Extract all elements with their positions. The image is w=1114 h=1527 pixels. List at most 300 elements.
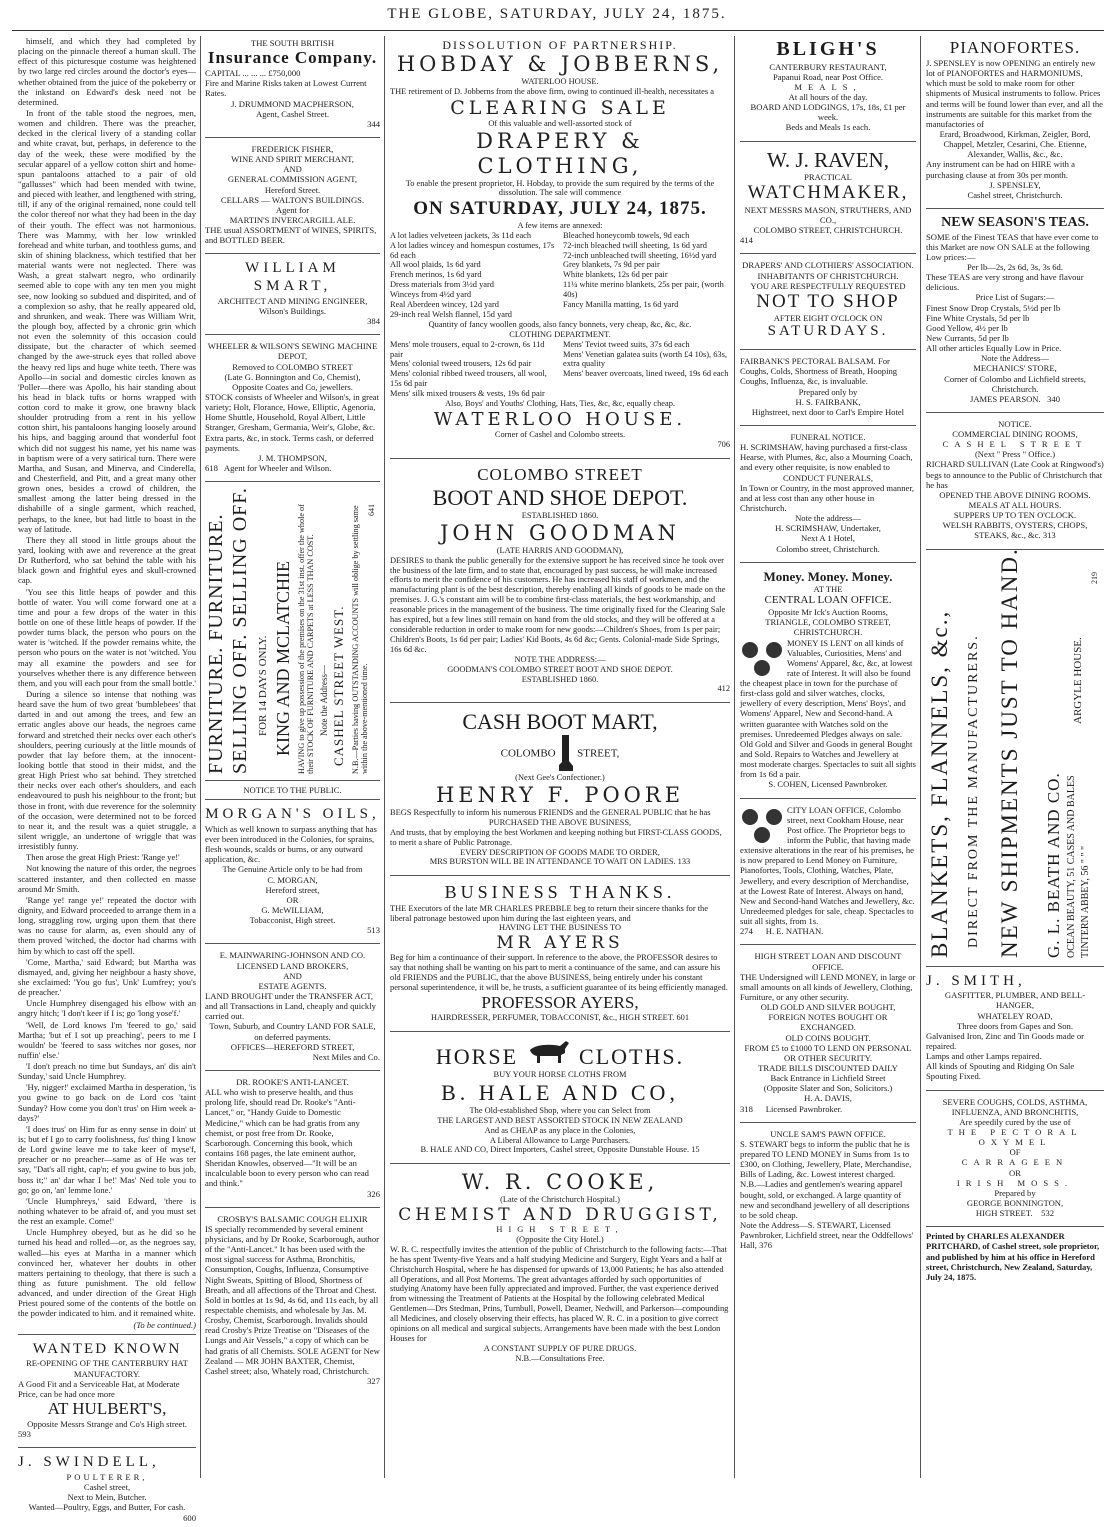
ad-line: J. DRUMMOND MACPHERSON, <box>231 98 354 109</box>
ad-line: Prepared by <box>994 1187 1036 1198</box>
ad-body: In Town or Country, in the most approved manner, and at less cost than any other house in Christchurch. <box>740 482 915 513</box>
story-paragraph: There they all stood in little groups about the yard, looking with awe and reverence at the great Dr Rutherford, who sat behind the table with his black gown and frightful eyes and skull-crowned cap. <box>18 534 196 586</box>
ad-number: 532 <box>1041 1208 1055 1219</box>
ad-swindell <box>18 1452 196 1526</box>
ad-line: Cashel street, <box>83 1482 131 1493</box>
item-list <box>563 340 730 399</box>
story-paragraph: Uncle Humphrey disengaged his elbow with an angry hitch; 'I don't keer if I is; go 'long yose'f.' <box>18 998 196 1019</box>
ad-line: HIGH STREET. <box>975 1208 1033 1219</box>
ad-line: Next A 1 Hotel, <box>801 533 855 544</box>
item-line: Mens' Venetian galatea suits (worth £4 10s), 63s, extra quality <box>563 349 727 369</box>
ad-body: SOME of the Finest TEAS that have ever come to this Market are now ON SALE at the following Low prices:— <box>926 231 1099 262</box>
ad-drapers <box>740 258 916 345</box>
ad-line: FOREIGN NOTES BOUGHT OR EXCHANGED. <box>768 1012 888 1033</box>
column-rule <box>200 36 201 1478</box>
ad-title: CASH BOOT MART, <box>462 709 658 735</box>
ad-line: WHEELER & WILSON'S SEWING MACHINE DEPOT, <box>207 341 378 362</box>
ad-number: 513 <box>367 925 380 936</box>
item-line: Dress materials from 3½d yard <box>390 280 494 290</box>
ad-title: WATERLOO HOUSE. <box>433 409 687 431</box>
ad-name: UNCLE SAM'S PAWN OFFICE. <box>770 1128 886 1139</box>
ad-central-loan <box>740 567 916 794</box>
ad-insurance <box>205 36 380 133</box>
item-line: Winceys from 4½d yard <box>390 290 472 300</box>
ad-line: EVERY DESCRIPTION OF GOODS MADE TO ORDER, <box>460 847 660 857</box>
ad-king-mclatchie <box>205 486 380 776</box>
ad-line: SUPPERS UP TO TEN O'CLOCK. <box>953 510 1077 521</box>
ad-rotated-line: FOR 14 DAYS ONLY. <box>257 635 269 737</box>
ad-rooke <box>205 1075 380 1203</box>
ad-line: (Opposite Slater and Son, Solicitors.) <box>763 1083 893 1094</box>
ad-line: CONDUCT FUNERALS, <box>782 472 874 483</box>
ad-body: Beg for him a continuance of their support. In reference to the above, the PROFESSOR desires to say that nothing shall be wanting on his part to merit a continuance of the same, and can assure his old FRIENDS and the PUBLIC, that the above BUSINESS, being entirely under his constant personal superintendence, it will be, he trusts, a sufficient guarantee of its being efficiently managed. <box>390 953 728 993</box>
ad-title: CENTRAL LOAN OFFICE. <box>764 594 892 607</box>
ad-line: Price List of Sugars:— <box>975 292 1055 303</box>
ad-number: 15 <box>691 1145 700 1155</box>
ad-crosby <box>205 1212 380 1390</box>
ad-line: THE PECTORAL OXYMEL <box>947 1126 1083 1148</box>
ad-line: At all hours of the day. <box>788 92 868 103</box>
item-list <box>390 340 557 399</box>
story-paragraph: 'You see this little heaps of powder and this bottle of water. You will come forward one at a time and pour a few drops of the water in this bottle on one of these little heaps of powder. If the powder turns black, the person who pours on the water is 'witched. If the powder remains white, the person who pours on the water is not 'witched. You may all examine the powders and see for yourselves whether there is any difference between them, and you will each pour from the small bottle.' <box>18 586 196 688</box>
ad-line: OPENED THE ABOVE DINING ROOMS. <box>939 489 1091 500</box>
item-line: 29-inch real Welsh flannel, 15d yard <box>390 309 512 319</box>
ad-line: H. SCRIMSHAW, Undertaker, <box>775 523 881 534</box>
ad-hale <box>390 1036 730 1159</box>
ad-line: SEVERE COUGHS, COLDS, ASTHMA, INFLUENZA, AND BRONCHITIS, <box>942 1096 1088 1117</box>
ad-number: 274 <box>740 926 753 937</box>
ad-line: Hereford street, <box>265 884 320 895</box>
story-paragraph: Then arose the great High Priest: 'Range ye!' <box>26 852 180 863</box>
ad-name: FUNERAL NOTICE. <box>790 431 866 442</box>
ad-line: CARRAGEEN <box>961 1157 1069 1168</box>
ad-line: A few items are annexed: <box>517 220 603 230</box>
ad-line: E. MAINWARING-JOHNSON AND CO. <box>219 950 366 961</box>
ad-fisher <box>205 142 380 249</box>
ad-body: BEGS Respectfully to inform his numerous FRIENDS and the GENERAL PUBLIC that he has <box>390 807 711 817</box>
ad-line: Corner of Colombo and Lichfield streets, Christchurch. <box>944 373 1086 394</box>
item-line: Mens' colonial ribbed tweed trousers, all wool, 15s 6d pair <box>390 369 547 389</box>
ad-line: Agent for <box>275 204 310 215</box>
ad-line: Agent for Wheeler and Wilson. <box>223 462 332 473</box>
ad-name: CROSBY'S BALSAMIC COUGH ELIXIR <box>217 1213 368 1224</box>
ad-line: LICENSED LAND BROKERS, <box>236 960 349 971</box>
horse-icon <box>526 1038 572 1064</box>
ad-smart <box>205 258 380 330</box>
ad-body: Any instrument can be had on HIRE with a purchasing clause at from 30s per month. <box>926 159 1075 180</box>
ad-smith <box>926 971 1104 1086</box>
ad-line: Note the address— <box>795 513 861 524</box>
ad-number: 414 <box>740 235 753 246</box>
ad-line: (Next " Press " Office.) <box>974 449 1056 460</box>
ad-teas <box>926 213 1104 408</box>
ad-hulbert <box>18 1339 196 1444</box>
ad-line: THE LARGEST AND BEST ASSORTED STOCK IN NEW ZEALAND <box>437 1115 683 1125</box>
story-paragraph: 'Well, de Lord knows I'm 'feered to go,' said Martha; 'but ef I sot up preaching', peers to me I wouldn' be 'feered to sass witches nor goses, nor nuffin' else.' <box>18 1019 196 1060</box>
ad-line: COLOMBO STREET <box>477 465 643 485</box>
sugar-price-line: Fine White Crystals, 5d per lb <box>926 312 1030 323</box>
ad-line: H. A. DAVIS, <box>804 1093 852 1104</box>
ad-name: MR AYERS <box>496 933 624 954</box>
item-line: 72-inch unbleached twill sheeting, 16½d yard <box>563 250 717 260</box>
ad-name: Insurance Company. <box>207 48 378 68</box>
ad-line: Are speedily cured by the use of <box>959 1116 1071 1127</box>
to-be-continued: (To be continued.) <box>133 1319 196 1330</box>
ad-line: THE SOUTH BRITISH <box>250 38 335 48</box>
ad-number: 340 <box>1047 393 1061 404</box>
item-list <box>563 231 730 320</box>
ad-line: Prepared only by <box>798 386 858 397</box>
ad-line: G. McWILLIAM, <box>261 905 324 916</box>
ad-line: MEALS AT ALL HOURS. <box>968 500 1062 511</box>
ad-rotated-body: HAVING to give up possession of the premises on the 31st inst. offer the whole of their STOCK OF FURNITURE AND CARPETS at LESS THAN COST. <box>297 504 316 775</box>
ad-line: INHABITANTS OF CHRISTCHURCH. <box>757 270 899 281</box>
column-rule <box>734 36 735 1478</box>
item-line: A lot ladies velveteen jackets, 3s 11d each <box>390 230 532 240</box>
story-paragraph: Uncle Humphrey obeyed, but as he did so he turned his head and rolled—or, as the negroes say, walled—his eyes at Martha in a manner which convinced her, whatever her doubts in other matters pertaining to theology, that there is such a thing as future punishment. The old fellow advanced, and under direction of the Great High Priest poured some of the contents of the bottle on the powder indicated to him. and it remained white. <box>18 1227 196 1319</box>
sugar-price-list <box>926 303 1104 354</box>
ad-line: Quantity of fancy woollen goods, also fancy bonnets, very cheap, &c, &c, &c. <box>428 319 692 329</box>
ad-rotated-title: KING AND MCLATCHIE <box>273 561 293 757</box>
ad-line: GENERAL COMMISSION AGENT, <box>227 174 358 185</box>
ad-line: (Late of the Christchurch Hospital.) <box>500 1195 620 1205</box>
ad-number: 313 <box>1042 530 1056 541</box>
ad-body: STOCK consists of Wheeler and Wilson's, in great variety; Holt, Florance, Howe, Elliptic, Agenoria, Home Shuttle, Household, Royal Albert, Little Stranger, Gresham, Germania, Weir's, Globe, &c. Extra parts, &c, in stock. Terms cash, or deferred payments. <box>205 391 380 453</box>
ad-line: COMMERCIAL DINING ROOMS, <box>952 429 1078 440</box>
ad-line: NEXT MESSRS MASON, STRUTHERS, AND CO., <box>744 204 912 226</box>
story-paragraph: 'Range ye! range ye!' repeated the doctor with dignity, and Edward proceeded to arrange them in a long, straggling row, urging upon them that there was no cause for alarm, as, even should any of them proved 'witched, the doctor had charms with him by which to cast off the spell. <box>18 894 196 956</box>
ad-mainwaring <box>205 948 380 1066</box>
column-ads-5 <box>926 36 1104 1482</box>
ad-line: TRADE BILLS DISCOUNTED DAILY <box>758 1062 898 1073</box>
ad-line: ARCHITECT AND MINING ENGINEER, <box>217 295 368 306</box>
column-ads-3 <box>390 36 730 1482</box>
ad-line: BOARD AND LODGINGS, 17s, 18s, £1 per week. <box>750 102 906 123</box>
item-line: Mens' Teviot tweed suits, 37s 6d each <box>563 339 690 349</box>
story-text <box>18 36 196 1319</box>
ad-line: Papanui Road, near Post Office. <box>772 71 884 82</box>
masthead: THE GLOBE, SATURDAY, JULY 24, 1875. <box>387 6 727 22</box>
ad-name: WILLIAM SMART, <box>245 260 340 295</box>
item-line: Grey blankets, 7s 9d per pair <box>563 260 660 270</box>
ad-cash-boot-mart <box>390 707 730 871</box>
ad-number: 133 <box>677 857 691 867</box>
ad-number: 601 <box>676 1013 690 1023</box>
ad-line: HAIRDRESSER, PERFUMER, TOBACCONIST, &c., HIGH STREET. <box>430 1013 675 1023</box>
ad-number: 600 <box>183 1512 196 1523</box>
ad-rotated-title: BLANKETS, FLANNELS, &c., <box>927 609 952 958</box>
sugar-price-line: Good Yellow, 4½ per lb <box>926 322 1008 333</box>
ad-line: Cashel street, Christchurch. <box>967 189 1063 200</box>
ad-title: BUSINESS THANKS. <box>444 882 676 903</box>
ad-title: CLEARING SALE <box>450 96 670 119</box>
ad-rotated-body: N.B.—Parties having OUTSTANDING ACCOUNTS will oblige by settling same within the above-mentioned time. <box>351 505 370 775</box>
ad-line: CAPITAL ... ... ... £750,000 <box>205 68 301 79</box>
ad-line: J. M. THOMPSON, <box>258 452 327 463</box>
item-line: Mens' beaver overcoats, lined tweed, 19s 6d each <box>563 369 729 379</box>
ad-line: Tobacconist, High street. <box>249 915 336 926</box>
item-line: Real Aberdeen wincey, 12d yard <box>390 300 499 310</box>
ad-body: FAIRBANK'S PECTORAL BALSAM. For Coughs, Colds, Shortness of Breath, Hooping Coughs, Influenza, &c, is invaluable. <box>740 356 898 387</box>
ad-line: Hereford Street. <box>264 184 321 195</box>
ad-line: PURCHASED THE ABOVE BUSINESS, <box>488 817 632 827</box>
ad-rotated-title: SELLING OFF. SELLING OFF. <box>229 487 251 775</box>
ad-line: (Opposite the City Hotel.) <box>516 1234 604 1244</box>
ad-line: OR <box>286 894 299 905</box>
sugar-price-line: New Currants, 5d per lb <box>926 332 1009 343</box>
ad-title: BOOT AND SHOE DEPOT. <box>432 485 688 511</box>
ad-line: Beds and Meals 1s each. <box>785 122 871 133</box>
story-paragraph: 'I does trus' on Him fur as enny sense in doin' ut is; but ef I go to carry foolishness, fus' thing I know de Lord gwine leave me to take keer of myse'f, preacher or no preacher—same as of He was ter say, "Dat's all right, cap'n; ef you gwine to bus job, boss it;" an' dar whar I be!' Mas' Ned tole you to go; go on, 'an' lemme lone.' <box>18 1123 196 1195</box>
ad-line: COLOMBO STREET, CHRISTCHURCH. <box>753 225 903 236</box>
column-ads-4 <box>740 36 916 1482</box>
ad-body: These TEAS are very strong and have flavour delicious. <box>926 272 1084 293</box>
ad-line: Erard, Broadwood, Kirkman, Zeigler, Bord, Chappel, Metzler, Cesarini, Che. Etienne, Alexander, Wallis, &c., &c. <box>939 129 1091 160</box>
story-paragraph: Not knowing the nature of this order, the negroes scattered instanter, and then collected en masse around Mr Smith. <box>18 863 196 894</box>
ad-body: H. SCRIMSHAW, having purchased a first-class Hearse, with Plumes, &c, also a Mourning Coach, and every other requisite, is now enabled to <box>740 442 913 473</box>
ad-body: THE Undersigned will LEND MONEY, in large or small amounts on all kinds of Jewellery, Clothing, Furniture, or any other security. <box>740 971 916 1002</box>
ad-line: Next to Mein, Butcher. <box>67 1492 147 1503</box>
ad-body: THE retirement of D. Jobberns from the above firm, owing to continued ill-health, necessitates a <box>390 86 714 96</box>
ad-body: W. R. C. respectfully invites the attention of the public of Christchurch to the following facts:—That he has spent Twenty-five Years and a half studying Medicine and Surgery, Eight Years and a half at Christchurch Hospital, where he has dispensed for upwards of 13,000 Patients; he has also attended all Operations, and all Post Mortems. The great advantages afforded by such opportunities of studying Anatomy have been fully appreciated and improved. Further, the vast experience derived from witnessing the Treatment of Patients at the Hospital by the following celebrated Medical Gentlemen—Drs Stedman, Prins, Turnbull, Powell, Deamer, Nedwill, and Parkerson—compounding all Medicines, and closely observing their effects, has placed W. R. C. in a position to give correct opinions on all medical and surgical subjects. Arrangements have been made with the best London Houses for <box>390 1244 729 1343</box>
ad-body: LAND BROUGHT under the TRANSFER ACT, and all Transactions in Land, cheaply and quickly carried out. <box>205 991 376 1022</box>
item-line: French merinos, 1s 6d yard <box>390 270 482 280</box>
ad-line: (LATE HARRIS AND GOODMAN), <box>496 545 624 555</box>
item-line: All wool plaids, 1s 6d yard <box>390 260 481 270</box>
ad-line: Of this valuable and well-assorted stock of <box>488 119 632 129</box>
ad-line: CASHEL STREET <box>942 439 1088 450</box>
ad-line: MEALS, <box>794 81 862 92</box>
ad-line: GOODMAN'S COLOMBO STREET BOOT AND SHOE DEPOT. <box>447 664 673 674</box>
ad-name: HOBDAY & JOBBERNS, <box>396 52 724 77</box>
ad-number: 344 <box>367 118 380 129</box>
ad-name: NEW SEASON'S TEAS. <box>941 215 1089 231</box>
ad-name: DR. ROOKE'S ANTI-LANCET. <box>236 1076 349 1087</box>
story-paragraph: 'Come, Martha,' said Edward; but Martha was dismayed, and, giving her neighbour a hasty shove, she exclaimed: 'You go fus', Unk' Lumfrey; you's de preacher.' <box>18 956 196 998</box>
ad-line: COLOMBO <box>500 747 556 760</box>
ad-rotated-line: Note the Address— <box>319 665 329 737</box>
ad-name: W. J. RAVEN, <box>767 147 889 172</box>
ad-number: 412 <box>717 684 730 694</box>
ad-line: YOU ARE RESPECTFULLY REQUESTED <box>750 280 906 291</box>
ad-body: Which as well known to surpass anything that has ever been introduced in the Colonies, for sprains, flesh wounds, scalds or burns, or any outward application, &c. <box>205 823 377 865</box>
ad-line: OFFICES—HEREFORD STREET, <box>230 1041 355 1052</box>
ad-line: PRACTICAL <box>804 172 852 183</box>
ad-body: All kinds of Spouting and Ridging On Sale Spouting Fixed. <box>926 1061 1075 1082</box>
ad-name: HENRY F. POORE <box>435 783 685 808</box>
ad-body: Galvanised Iron, Zinc and Tin Goods made or repaired. <box>926 1030 1085 1051</box>
ad-number: 327 <box>367 1375 380 1386</box>
ad-line: DISSOLUTION OF PARTNERSHIP. <box>442 38 678 52</box>
ad-business-thanks <box>390 880 730 1027</box>
ad-line: The Genuine Article only to be had from <box>222 864 363 875</box>
ad-raven <box>740 146 916 250</box>
ad-line: IRISH MOSS. <box>956 1177 1074 1188</box>
sugar-price-line: Finest Snow Drop Crystals, 5½d per lb <box>926 302 1061 313</box>
ad-number: 641 <box>367 504 376 517</box>
ad-title: HORSE <box>435 1043 519 1069</box>
ad-beath <box>926 546 1104 962</box>
ad-line: MECHANICS' STORE, <box>973 363 1057 374</box>
ad-rotated-title: DIRECT FROM THE MANUFACTURERS. <box>966 634 981 948</box>
ad-title: ON SATURDAY, JULY 24, 1875. <box>413 198 707 220</box>
sugar-price-line: All other articles Equally Low in Price. <box>926 343 1062 354</box>
ad-body: THE Executors of the late MR CHARLES PREBBLE beg to return their sincere thanks for the liberal patronage bestowed upon him during the last eighteen years, and <box>390 903 708 923</box>
ad-line: Per lb—2s, 2s 6d, 3s, 3s 6d. <box>967 261 1063 272</box>
ad-number: 384 <box>367 316 380 327</box>
ad-line: AND <box>283 164 302 175</box>
masthead-rule <box>12 30 1104 31</box>
ad-body: N.B.—Ladies and gentlemen's wearing apparel bought, sold, or exchanged. A large quantity of new and secondhand jewellery of all descriptions to be sold cheap. <box>740 1179 910 1220</box>
ad-line: TRIANGLE, COLOMBO STREET, <box>765 617 891 628</box>
ad-line: Back Entrance in Lichfield Street <box>770 1073 886 1084</box>
item-list <box>390 231 557 320</box>
ad-line: MARTIN'S INVERCARGILL ALE. <box>229 215 356 226</box>
ad-line: WELSH RABBITS, OYSTERS, CHOPS, STEAKS, &c., &c. <box>942 520 1088 541</box>
ad-body: Lamps and other Lamps repaired. <box>926 1051 1042 1062</box>
ad-goodman <box>390 463 730 698</box>
ad-name: BLIGH'S <box>776 38 880 60</box>
ad-number: 706 <box>717 440 730 450</box>
item-line: Fancy Manilla matting, 1s 6d yard <box>563 300 679 310</box>
ad-line: NOTE THE ADDRESS:— <box>514 654 606 664</box>
ad-body: RICHARD SULLIVAN (Late Cook at Ringwood's) begs to announce to the Public of Christchurch that he has <box>926 459 1104 490</box>
ad-line: CANTERBURY RESTAURANT, <box>769 61 887 72</box>
ad-line: H. S. FAIRBANK, <box>795 396 861 407</box>
ad-line: Removed to COLOMBO STREET <box>232 361 353 372</box>
ad-body: MONEY IS LENT on all kinds of Valuables, Curiosities, Mens' and Womens' Apparel, &c, &c, at lowest rate of Interest. It will also be found the cheapest place in town for the purchase of first-class gold and silver watches, clocks, jewellery of every description, Mens' Boys', and Womens' Apparel, New and Second-hand. A written guarantee with Watches sold on the premises. Unredeemed Pledges always on sale. Old Gold and Silver and Goods in general Bought and Sold. Repairs to Watches and Jewellery at most moderate charges. Spectacles to suit all sights from 1s 6d a pair. <box>740 637 916 780</box>
item-line: Mens' mole trousers, equal to 2-crown, 6s 11d pair <box>390 339 545 359</box>
ad-line: ESTABLISHED 1860. <box>521 674 599 684</box>
ad-line: CELLARS — WALTON'S BUILDINGS. <box>220 194 365 205</box>
ad-line: J. SPENSLEY, <box>989 179 1041 190</box>
ad-line: AND <box>283 970 302 981</box>
column-story <box>18 36 197 1523</box>
column-rule <box>920 36 921 1478</box>
ad-line: Corner of Cashel and Colombo streets. <box>494 430 626 440</box>
ad-title: WATCHMAKER, <box>747 182 909 204</box>
ad-line: WATERLOO HOUSE. <box>521 76 599 86</box>
ad-city-loan <box>740 803 916 941</box>
item-line: 72-inch bleached twill sheeting, 1s 6d yard <box>563 240 707 250</box>
ad-line: H. E. NATHAN. <box>765 926 824 937</box>
ad-name: HIGH STREET LOAN AND DISCOUNT OFFICE. <box>754 951 902 972</box>
ad-body: Fire and Marine Risks taken at Lowest Current Rates. <box>205 78 367 99</box>
ad-title: SATURDAYS. <box>767 323 889 340</box>
ad-uncle-sam <box>740 1127 916 1255</box>
ad-name: JOHN GOODMAN <box>439 520 681 545</box>
ad-line: Opposite Messrs Strange and Co's High street. <box>27 1419 187 1430</box>
ad-body: CITY LOAN OFFICE, Colombo street, next Cookham House, near Post office. The Proprietor begs to inform the Public, that having made extensive alterations in the rear of his premises, he is now prepared to Lend Money on Furniture, Pianofortes, Tools, Clothing, Watches, Plate, Jewellery, and every description of Merchandise, at the Lowest Rate of Interest. Always on hand, New and Second-hand Watches and Jewellery, &c. Unredeemed pledges for sale, cheap. Spectacles to suit all sights, from 1s. <box>740 804 915 927</box>
ad-rotated-title: NEW SHIPMENTS JUST TO HAND. <box>997 546 1022 958</box>
ad-name: W. R. COOKE, <box>461 1170 659 1195</box>
ad-line: Next Miles and Co. <box>312 1051 380 1062</box>
story-paragraph: During a silence so intense that nothing was heard save the hum of two great 'bumblebees' that darted in and out among the trees, and few an erratic angles above our heads, the negroes came forward and stretched their necks over each other's shoulders, peering curiously at the little mounds of powder that lay before them, at the innocent-looking bottle that stood in their midst, and the great High Priest who sat behind. They stretched their necks over each other's shoulders, and each endeavoured to push his neighbour to the front; but those in front, with due reverence for the solemnity of the occasion, were determined not to be forced to near it, and the result was a quiet struggle, a silent wriggle, an undertone of wriggle that was irresistibly funny. <box>18 689 196 852</box>
ad-line: B. HALE AND CO, Direct Importers, Cashel street, Opposite Dunstable House. <box>420 1145 690 1155</box>
ad-bonnington <box>926 1095 1104 1223</box>
ad-line: RE-OPENING OF THE CANTERBURY HAT MANUFACTORY. <box>26 1358 188 1379</box>
ad-line: Highstreet, next door to Carl's Empire Hotel <box>751 406 905 417</box>
ad-line: N.B.—Consultations Free. <box>515 1353 605 1363</box>
ad-line: GASFITTER, PLUMBER, AND BELL-HANGER, <box>944 990 1086 1011</box>
ad-line: A CONSTANT SUPPLY OF PURE DRUGS. <box>483 1343 637 1353</box>
ad-name: J. SWINDELL, <box>18 1454 160 1471</box>
ad-wheeler <box>205 339 380 477</box>
ad-name: AT HULBERT'S, <box>47 1398 167 1418</box>
ad-line: FREDERICK FISHER, <box>251 144 334 155</box>
ad-line: POULTERER, <box>66 1471 148 1482</box>
ad-line: (Late G. Bonnington and Co, Chemist), <box>224 371 361 382</box>
ad-body: S. STEWART begs to inform the public that he is prepared TO LEND MONEY in Sums from 1s to £300, on Clothing, Jewellery, Plate, Merchandise, Bills of Lading, &c. Lowest interest charged. <box>740 1138 912 1180</box>
ad-rotated-line: OCEAN BEAUTY, 51 CASES AND BALES <box>1066 774 1077 958</box>
ad-name: J. SMITH, <box>926 972 1026 989</box>
ad-name: B. HALE AND CO, <box>441 1079 679 1105</box>
ad-body: IS specially recommended by several eminent physicians, and by Dr Rooke, Scarborough, author of the "Anti-Lancet." It has been used with the most signal success for Asthma, Bronchitis, Consumption, Coughs, Influenza, Consumptive Night Sweats, Spitting of Blood, Shortness of Breath, and all affections of the Throat and Chest. Sold in bottles at 1s 9d, 4s 6d, and 11s each, by all respectable chemists, and wholesale by Jas. M. Crosby, Chemist, Scarborough. Invalids should read Crosby's Prize Treatise on "Diseases of the Lungs and Air Vessels," a copy of which can be had gratis of all Chemists. SOLE AGENT for New Zealand — MR JOHN BAXTER, Chemist, Cashel street; also, Whately road, Christchurch. <box>205 1223 380 1376</box>
ad-number: 219 <box>1090 571 1099 584</box>
ad-line: And as CHEAP as any place in the Colonies, <box>484 1125 636 1135</box>
ad-rotated-title: FURNITURE. FURNITURE. <box>205 513 227 775</box>
item-line: White blankets, 12s 6d per pair <box>563 270 668 280</box>
ad-rotated-line: ARGYLE HOUSE. <box>1072 636 1084 724</box>
ad-line: BUY YOUR HORSE CLOTHS FROM <box>493 1069 627 1079</box>
ad-line: Note the Address—S. STEWART, Licensed Pawnbroker, Lichfield street, near the Oddfellows' Hall, <box>740 1219 914 1251</box>
ad-line: ESTATE AGENTS. <box>258 980 327 991</box>
ad-line: CHRISTCHURCH. <box>793 627 863 638</box>
story-paragraph: himself, and which they had completed by placing on the pinnacle thereof a human skull. The effect of this picturesque costume was heightened by two large red circles around the doctor's eyes—whether obtained from the juice of the pokeberry or the inkstand on Edward's desk need not be determined. <box>18 36 197 107</box>
ad-line: Colombo street, Christchurch. <box>776 543 880 554</box>
ad-line: Note the Address— <box>981 353 1049 364</box>
ad-number: 376 <box>759 1240 772 1251</box>
ad-morgan <box>205 804 380 939</box>
story-paragraph: 'Hy, nigger!' exclaimed Martha in desperation, 'is you gwine to go back on de Lord cos 'taint Sunday? How come you don't trus' on Him week a-days?' <box>18 1082 196 1123</box>
ad-rotated-line: TINTERN ABBEY, 56 " " " <box>1080 845 1091 958</box>
ad-name: Money. Money. Money. <box>763 568 893 584</box>
ad-line: Licensed Pawnbroker. <box>765 1103 843 1114</box>
ad-hobday <box>390 36 730 454</box>
ad-line: AT THE <box>813 583 843 594</box>
ad-body: And trusts, that by employing the best Workmen and keeping nothing but FIRST-CLASS GOODS, to merit a share of Public Patronage. <box>390 827 722 847</box>
ad-line: Wilson's Buildings. <box>258 305 327 316</box>
ad-body: A Good Fit and a Serviceable Hat, at Moderate Price, can be had once more <box>18 1378 180 1399</box>
item-line: A lot ladies wincey and homespun costumes, 17s 6d each <box>390 240 555 260</box>
ad-line: WHATELEY ROAD, <box>977 1010 1053 1021</box>
ad-line: The Old-established Shop, where you can Select from <box>469 1105 651 1115</box>
ad-bligh <box>740 36 916 137</box>
ad-line: DRAPERS' AND CLOTHIERS' ASSOCIATION. <box>742 260 914 271</box>
ad-line: WINE AND SPIRIT MERCHANT, <box>231 154 354 165</box>
ad-name: MORGAN'S OILS, <box>205 806 380 823</box>
ad-line: (Next Gee's Confectioner.) <box>515 773 605 783</box>
notice-heading: NOTICE TO THE PUBLIC. <box>243 785 342 796</box>
ad-title: CLOTHS. <box>579 1043 685 1069</box>
ad-fairbank <box>740 354 916 421</box>
item-line: Mens' colonial tweed trousers, 12s 6d pair <box>390 359 532 369</box>
ad-line: OLD GOLD AND SILVER BOUGHT, <box>760 1002 896 1013</box>
ad-title: NOT TO SHOP <box>756 290 900 312</box>
ad-name: PROFESSOR AYERS, <box>481 993 639 1013</box>
ad-body: THE usual ASSORTMENT of WINES, SPIRITS, and BOTTLED BEER. <box>205 225 377 246</box>
ad-line: NOTICE. <box>998 418 1032 429</box>
ad-scrimshaw <box>740 430 916 558</box>
ad-line: Opposite Mr Ick's Auction Rooms, <box>768 607 888 618</box>
ad-line: STREET, <box>577 747 620 760</box>
ad-name: PIANOFORTES. <box>949 38 1081 57</box>
ad-line: JAMES PEARSON. <box>969 393 1041 404</box>
ad-line: ESTABLISHED 1860. <box>521 511 599 521</box>
ad-spensley <box>926 36 1104 204</box>
ad-line: OF <box>1009 1147 1021 1158</box>
ad-line: S. COHEN, Licensed Pawnbroker. <box>768 779 888 790</box>
